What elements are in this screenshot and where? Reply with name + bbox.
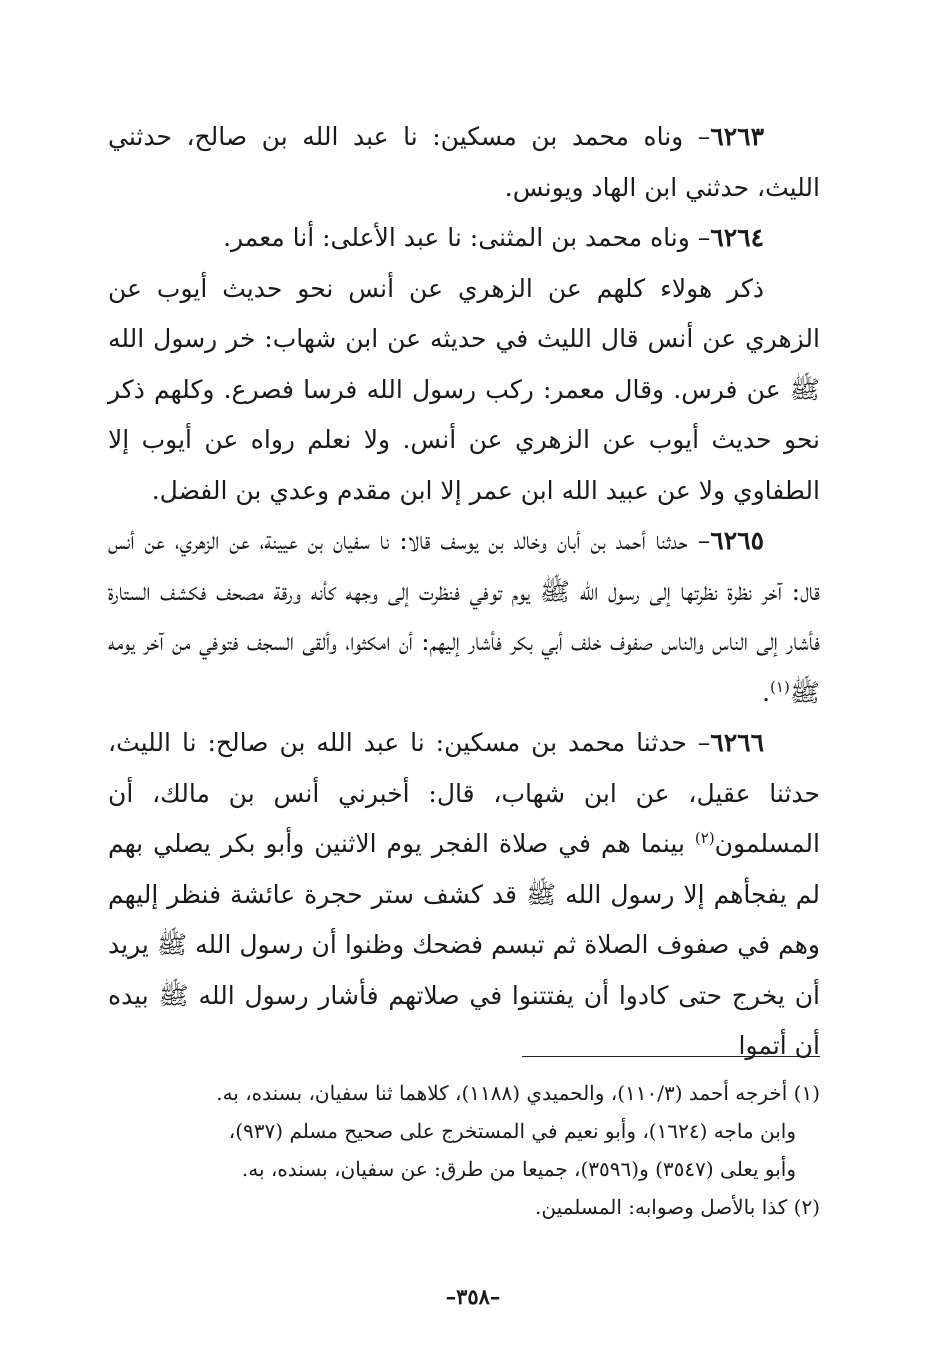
hadith-text: – حدثنا أحمد بن أبان وخالد بن يوسف قالا: نا سفيان بن عيينة، عن الزهري، عن أنس قال: آخر نظرة نظرتها إلى رسول الله ﷺ يوم توفي فنظرت إلى وجهه كأنه ورقة مصحف فكشف الستارة فأشار إلى الناس والناس صفوف خلف أبي بكر فأشار إليهم: أن امكثوا، وألقى السجف فتوفي من آخر يومه ﷺ	[108, 526, 820, 707]
hadith-text-end: .	[762, 677, 771, 707]
hadith-text: – حدثنا محمد بن مسكين: نا عبد الله بن صالح: نا الليث، حدثنا عقيل، عن ابن شهاب، قال: أخبرني أنس بن مالك، أن المسلمون	[108, 728, 820, 858]
footnote-2: (٢) كذا بالأصل وصوابه: المسلمين.	[535, 1195, 820, 1219]
hadith-text: – وناه محمد بن مسكين: نا عبد الله بن صالح، حدثني الليث، حدثني ابن الهاد ويونس.	[108, 122, 820, 202]
footnote-ref-2[interactable]: (٢)	[694, 829, 715, 847]
hadith-number: ٦٢٦٣	[710, 122, 764, 151]
hadith-text: – وناه محمد بن المثنى: نا عبد الأعلى: أنا معمر.	[223, 223, 711, 252]
hadith-number: ٦٢٦٦	[710, 728, 764, 757]
hadith-number: ٦٢٦٤	[710, 223, 764, 252]
footnote-1-continued: وابن ماجه (١٦٢٤)، وأبو نعيم في المستخرج على صحيح مسلم (٩٣٧)،	[228, 1119, 796, 1143]
footnote-ref-1[interactable]: (١)	[770, 677, 790, 696]
commentary-text: ذكر هولاء كلهم عن الزهري عن أنس نحو حديث أيوب عن الزهري عن أنس قال الليث في حديثه عن ابن شهاب: خر رسول الله ﷺ عن فرس. وقال معمر: ركب رسول الله فرسا فصرع. وكلهم ذكر نحو حديث أيوب عن الزهري عن أنس. ولا نعلم رواه عن أيوب إلا الطفاوي ولا عن عبيد الله ابن عمر إلا ابن مقدم وعدي بن الفضل.	[108, 273, 820, 505]
hadith-6265	[108, 516, 820, 718]
hadith-6263	[108, 112, 820, 213]
footnote-1-continued: وأبو يعلى (٣٥٤٧) و(٣٥٩٦)، جميعا من طرق: عن سفيان، بسنده، به.	[241, 1157, 796, 1181]
main-text	[108, 112, 820, 1072]
hadith-text-continued: بينما هم في صلاة الفجر يوم الاثنين وأبو بكر يصلي بهم لم يفجأهم إلا رسول الله ﷺ قد كشف ستر حجرة عائشة فنظر إليهم وهم في صفوف الصلاة ثم تبسم فضحك وظنوا أن رسول الله ﷺ يريد أن يخرج حتى كادوا أن يفتتنوا في صلاتهم فأشار رسول الله ﷺ بيده أن أتموا	[108, 829, 820, 1060]
hadith-6266	[108, 718, 820, 1072]
footnotes	[108, 1074, 820, 1226]
page-number: –٣٥٨–	[445, 1284, 501, 1309]
footnote-1: (١) أخرجه أحمد (١١٠/٣)، والحميدي (١١٨٨)، كلاهما ثنا سفيان، بسنده، به.	[216, 1081, 820, 1105]
hadith-number: ٦٢٦٥	[710, 526, 764, 555]
commentary-paragraph	[108, 264, 820, 517]
footnote-divider	[522, 1056, 820, 1057]
hadith-6264	[108, 213, 820, 264]
